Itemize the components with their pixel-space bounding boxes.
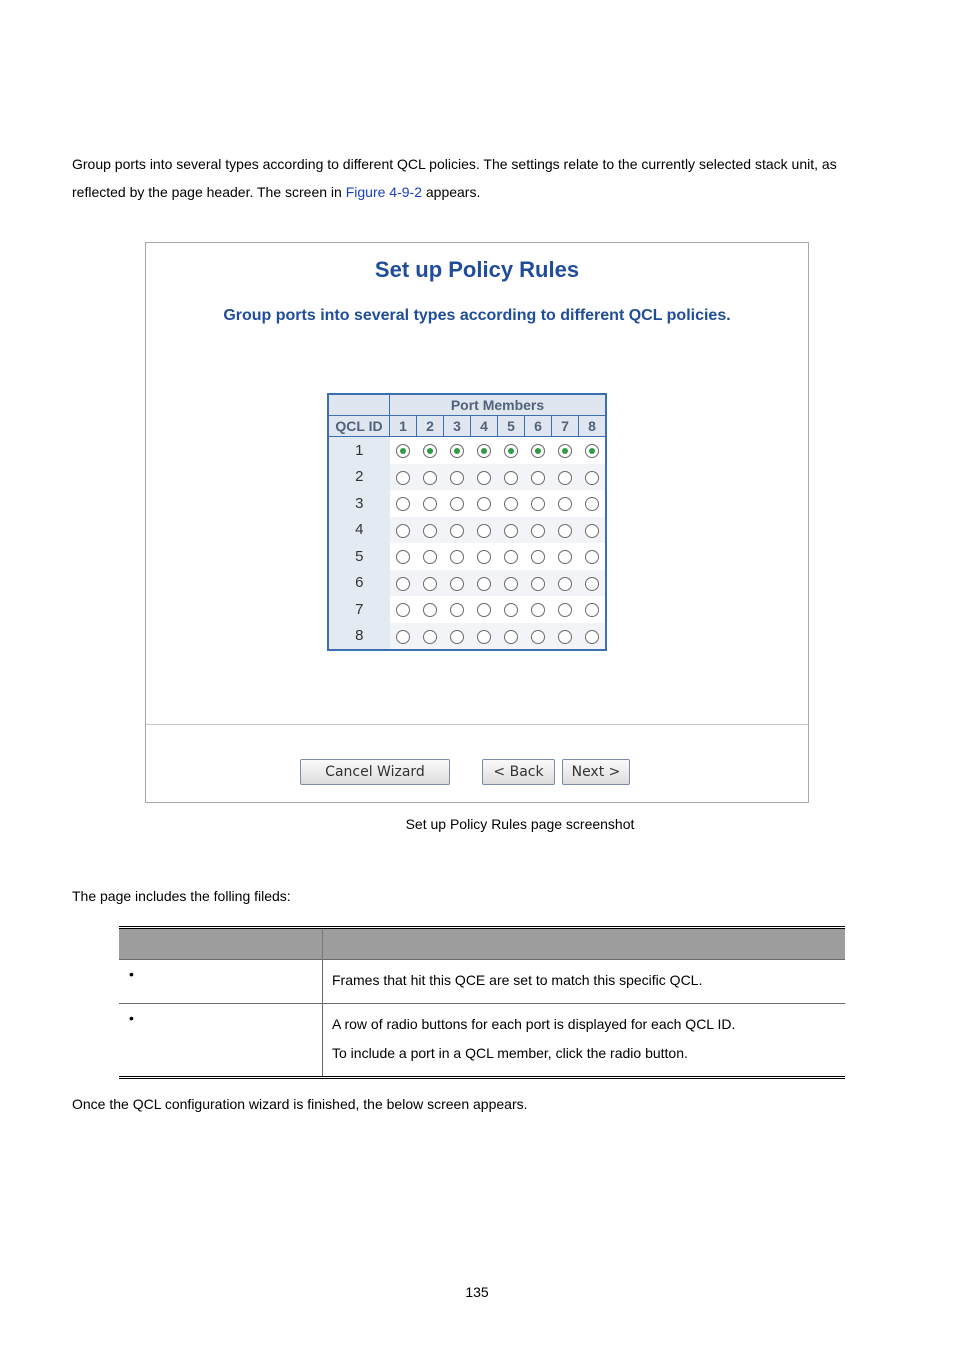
radio-qcl-8-port-2[interactable] <box>423 630 437 644</box>
radio-qcl-8-port-1[interactable] <box>396 630 410 644</box>
radio-cell <box>471 490 498 517</box>
radio-qcl-3-port-5[interactable] <box>504 497 518 511</box>
radio-cell <box>525 623 552 651</box>
radio-cell <box>444 543 471 570</box>
intro-line-2-pre: reflected by the page header. The screen in <box>72 184 346 200</box>
intro-paragraph <box>72 150 872 206</box>
radio-qcl-1-port-5[interactable] <box>504 444 518 458</box>
radio-cell <box>525 490 552 517</box>
radio-qcl-3-port-8[interactable] <box>585 497 599 511</box>
radio-qcl-8-port-7[interactable] <box>558 630 572 644</box>
radio-qcl-2-port-4[interactable] <box>477 471 491 485</box>
radio-cell <box>552 543 579 570</box>
back-button[interactable]: < Back <box>482 759 555 785</box>
radio-qcl-6-port-2[interactable] <box>423 577 437 591</box>
radio-cell <box>417 437 444 464</box>
radio-cell <box>471 437 498 464</box>
radio-cell <box>552 570 579 597</box>
port-header-6: 6 <box>525 416 552 437</box>
radio-qcl-6-port-1[interactable] <box>396 577 410 591</box>
qcl-row-4 <box>328 517 606 544</box>
radio-qcl-5-port-7[interactable] <box>558 550 572 564</box>
radio-cell <box>390 490 417 517</box>
port-header-1: 1 <box>390 416 417 437</box>
radio-qcl-6-port-6[interactable] <box>531 577 545 591</box>
intro-line-1: Group ports into several types according to different QCL policies. The settings relate to the currently selected stack unit, as <box>72 156 837 172</box>
radio-cell <box>471 570 498 597</box>
radio-cell <box>552 623 579 651</box>
qcl-row-8 <box>328 623 606 651</box>
radio-qcl-7-port-8[interactable] <box>585 603 599 617</box>
radio-qcl-4-port-6[interactable] <box>531 524 545 538</box>
radio-cell <box>498 464 525 491</box>
radio-cell <box>498 570 525 597</box>
description-cell <box>323 1004 846 1078</box>
qcl-id-cell: 6 <box>328 570 390 597</box>
radio-qcl-5-port-4[interactable] <box>477 550 491 564</box>
page-title: Set up Policy Rules <box>374 257 580 282</box>
radio-cell <box>579 437 607 464</box>
radio-cell <box>417 570 444 597</box>
radio-cell <box>498 596 525 623</box>
radio-cell <box>498 437 525 464</box>
radio-qcl-5-port-6[interactable] <box>531 550 545 564</box>
figure-caption: Set up Policy Rules page screenshot <box>405 816 635 832</box>
qcl-id-cell: 2 <box>328 464 390 491</box>
radio-cell <box>498 490 525 517</box>
radio-cell <box>552 490 579 517</box>
radio-cell <box>579 464 607 491</box>
port-header-2: 2 <box>417 416 444 437</box>
radio-qcl-4-port-1[interactable] <box>396 524 410 538</box>
table-row <box>119 1004 845 1078</box>
radio-cell <box>498 517 525 544</box>
table-row <box>119 960 845 1004</box>
description-line: To include a port in a QCL member, click the radio button. <box>332 1045 688 1061</box>
radio-qcl-2-port-5[interactable] <box>504 471 518 485</box>
radio-qcl-1-port-7[interactable] <box>558 444 572 458</box>
qcl-id-cell: 7 <box>328 596 390 623</box>
next-button[interactable]: Next > <box>562 759 630 785</box>
radio-cell <box>390 464 417 491</box>
radio-cell <box>444 596 471 623</box>
radio-qcl-2-port-3[interactable] <box>450 471 464 485</box>
port-members-table <box>327 393 607 651</box>
qcl-row-2 <box>328 464 606 491</box>
radio-qcl-8-port-4[interactable] <box>477 630 491 644</box>
radio-qcl-4-port-3[interactable] <box>450 524 464 538</box>
radio-cell <box>525 464 552 491</box>
radio-qcl-1-port-1[interactable] <box>396 444 410 458</box>
radio-cell <box>552 517 579 544</box>
description-line: A row of radio buttons for each port is displayed for each QCL ID. <box>332 1016 736 1032</box>
radio-cell <box>552 437 579 464</box>
radio-cell <box>579 570 607 597</box>
port-header-4: 4 <box>471 416 498 437</box>
radio-cell <box>390 570 417 597</box>
radio-cell <box>525 543 552 570</box>
radio-cell <box>417 517 444 544</box>
radio-cell <box>471 517 498 544</box>
description-line: Frames that hit this QCE are set to match this specific QCL. <box>332 972 703 988</box>
radio-qcl-6-port-5[interactable] <box>504 577 518 591</box>
radio-qcl-3-port-2[interactable] <box>423 497 437 511</box>
radio-qcl-2-port-8[interactable] <box>585 471 599 485</box>
radio-qcl-1-port-8[interactable] <box>585 444 599 458</box>
qcl-row-1 <box>328 437 606 464</box>
radio-cell <box>417 623 444 651</box>
radio-qcl-7-port-7[interactable] <box>558 603 572 617</box>
radio-qcl-7-port-6[interactable] <box>531 603 545 617</box>
radio-qcl-6-port-7[interactable] <box>558 577 572 591</box>
radio-cell <box>498 623 525 651</box>
radio-qcl-4-port-7[interactable] <box>558 524 572 538</box>
radio-cell <box>579 623 607 651</box>
radio-cell <box>390 596 417 623</box>
blank-header-cell <box>328 394 390 416</box>
radio-cell <box>525 596 552 623</box>
qcl-id-cell: 1 <box>328 437 390 464</box>
radio-qcl-4-port-2[interactable] <box>423 524 437 538</box>
radio-cell <box>444 490 471 517</box>
radio-qcl-7-port-4[interactable] <box>477 603 491 617</box>
port-header-8: 8 <box>579 416 607 437</box>
fields-intro: The page includes the folling fileds: <box>72 888 291 904</box>
port-header-5: 5 <box>498 416 525 437</box>
radio-cell <box>579 596 607 623</box>
radio-qcl-7-port-1[interactable] <box>396 603 410 617</box>
radio-cell <box>417 543 444 570</box>
radio-qcl-5-port-2[interactable] <box>423 550 437 564</box>
radio-cell <box>579 543 607 570</box>
radio-qcl-6-port-4[interactable] <box>477 577 491 591</box>
radio-qcl-3-port-4[interactable] <box>477 497 491 511</box>
radio-cell <box>471 543 498 570</box>
radio-qcl-3-port-6[interactable] <box>531 497 545 511</box>
port-header-7: 7 <box>552 416 579 437</box>
qcl-id-cell: 3 <box>328 490 390 517</box>
radio-cell <box>390 437 417 464</box>
object-column-header <box>119 928 323 960</box>
radio-qcl-8-port-8[interactable] <box>585 630 599 644</box>
radio-qcl-2-port-6[interactable] <box>531 471 545 485</box>
radio-qcl-4-port-4[interactable] <box>477 524 491 538</box>
radio-qcl-6-port-8[interactable] <box>585 577 599 591</box>
radio-qcl-1-port-4[interactable] <box>477 444 491 458</box>
radio-cell <box>579 490 607 517</box>
radio-cell <box>390 623 417 651</box>
radio-qcl-1-port-6[interactable] <box>531 444 545 458</box>
intro-line-2 <box>72 178 872 206</box>
figure-link[interactable]: Figure 4-9-2 <box>345 184 422 200</box>
radio-cell <box>390 517 417 544</box>
qcl-id-cell: 4 <box>328 517 390 544</box>
qcl-row-3 <box>328 490 606 517</box>
radio-qcl-3-port-3[interactable] <box>450 497 464 511</box>
fields-table <box>119 926 845 1079</box>
radio-qcl-7-port-3[interactable] <box>450 603 464 617</box>
radio-qcl-7-port-2[interactable] <box>423 603 437 617</box>
radio-qcl-3-port-7[interactable] <box>558 497 572 511</box>
radio-qcl-5-port-5[interactable] <box>504 550 518 564</box>
page-subtitle: Group ports into several types according to different QCL policies. <box>223 307 731 324</box>
closing-paragraph: Once the QCL configuration wizard is finished, the below screen appears. <box>72 1096 528 1112</box>
qcl-id-cell: 5 <box>328 543 390 570</box>
radio-qcl-8-port-6[interactable] <box>531 630 545 644</box>
radio-cell <box>552 464 579 491</box>
radio-qcl-2-port-2[interactable] <box>423 471 437 485</box>
radio-qcl-3-port-1[interactable] <box>396 497 410 511</box>
radio-cell <box>390 543 417 570</box>
radio-cell <box>471 623 498 651</box>
radio-cell <box>579 517 607 544</box>
cancel-wizard-button[interactable]: Cancel Wizard <box>300 759 450 785</box>
radio-cell <box>417 464 444 491</box>
radio-qcl-8-port-5[interactable] <box>504 630 518 644</box>
button-bar-divider <box>146 724 808 725</box>
page-number: 135 <box>465 1284 489 1300</box>
radio-cell <box>444 570 471 597</box>
radio-cell <box>498 543 525 570</box>
port-header-3: 3 <box>444 416 471 437</box>
port-members-header: Port Members <box>390 394 607 416</box>
radio-qcl-4-port-8[interactable] <box>585 524 599 538</box>
qcl-row-5 <box>328 543 606 570</box>
radio-cell <box>525 437 552 464</box>
radio-cell <box>444 517 471 544</box>
qcl-id-header: QCL ID <box>328 416 390 437</box>
radio-cell <box>444 623 471 651</box>
description-column-header <box>323 928 846 960</box>
radio-cell <box>525 570 552 597</box>
description-cell <box>323 960 846 1004</box>
radio-qcl-5-port-3[interactable] <box>450 550 464 564</box>
radio-qcl-1-port-2[interactable] <box>423 444 437 458</box>
intro-line-2-post: appears. <box>421 184 481 200</box>
radio-cell <box>471 464 498 491</box>
bullet-cell: • <box>119 960 323 1004</box>
radio-qcl-7-port-5[interactable] <box>504 603 518 617</box>
radio-cell <box>444 437 471 464</box>
radio-qcl-4-port-5[interactable] <box>504 524 518 538</box>
qcl-row-6 <box>328 570 606 597</box>
bullet-cell: • <box>119 1004 323 1078</box>
policy-rules-screenshot <box>145 242 809 803</box>
radio-qcl-6-port-3[interactable] <box>450 577 464 591</box>
radio-cell <box>525 517 552 544</box>
radio-qcl-2-port-1[interactable] <box>396 471 410 485</box>
radio-cell <box>417 490 444 517</box>
radio-cell <box>552 596 579 623</box>
qcl-row-7 <box>328 596 606 623</box>
qcl-id-cell: 8 <box>328 623 390 651</box>
radio-cell <box>444 464 471 491</box>
radio-qcl-2-port-7[interactable] <box>558 471 572 485</box>
radio-qcl-8-port-3[interactable] <box>450 630 464 644</box>
radio-qcl-5-port-8[interactable] <box>585 550 599 564</box>
fields-table-header <box>119 928 845 960</box>
radio-qcl-5-port-1[interactable] <box>396 550 410 564</box>
radio-cell <box>471 596 498 623</box>
radio-cell <box>417 596 444 623</box>
radio-qcl-1-port-3[interactable] <box>450 444 464 458</box>
